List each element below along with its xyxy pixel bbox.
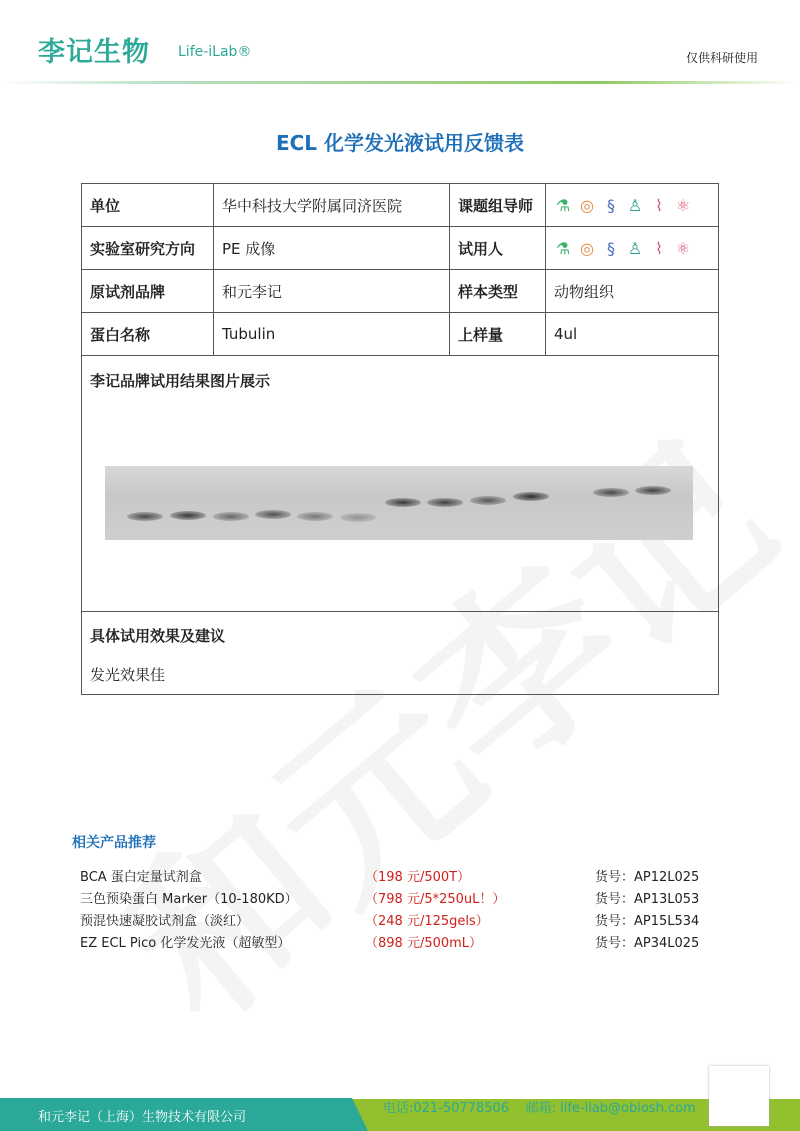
related-products-title: 相关产品推荐 [72, 835, 156, 851]
atom-icon: ⚛ [675, 238, 691, 258]
dropper-icon: ⌇ [655, 195, 663, 215]
product-code: 货号：AP13L053 [595, 892, 700, 907]
blot-band [170, 511, 206, 520]
blot-band [513, 492, 549, 501]
product-price: （248 元/125gels） [365, 914, 489, 929]
product-name: BCA 蛋白定量试剂盒 [80, 870, 202, 885]
feedback-form [81, 183, 719, 695]
blot-band [213, 512, 249, 521]
product-name: EZ ECL Pico 化学发光液（超敏型） [80, 936, 291, 951]
research-only-note: 仅供科研使用 [685, 51, 758, 65]
flask-icon: ⚗ [555, 195, 571, 215]
company-name: 和元李记（上海）生物技术有限公司 [38, 1110, 247, 1125]
cell-icon: ◎ [580, 195, 594, 215]
brand-value: 和元李记 [214, 270, 450, 313]
brand-label: 原试剂品牌 [82, 270, 214, 313]
supervisor-value [546, 184, 719, 227]
beaker-icon: ♙ [627, 238, 643, 258]
redacted-icons [554, 239, 710, 258]
blot-band [385, 498, 421, 507]
direction-label: 实验室研究方向 [82, 227, 214, 270]
dna-icon: § [607, 238, 615, 258]
unit-value: 华中科技大学附属同济医院 [214, 184, 450, 227]
atom-icon: ⚛ [675, 195, 691, 215]
logo-en: Life-iLab® [178, 44, 252, 60]
logo-text: 李记生物 [38, 37, 150, 68]
load-label: 上样量 [450, 313, 546, 356]
contact-info: 电话:021-50778506 邮箱: life-ilab@obiosh.com [383, 1101, 696, 1116]
blot-band [255, 510, 291, 519]
load-value: 4ul [546, 313, 719, 356]
redacted-icons [554, 196, 710, 215]
product-code: 货号：AP12L025 [595, 870, 700, 885]
cell-icon: ◎ [580, 238, 594, 258]
blot-band [297, 512, 333, 521]
feedback-label: 具体试用效果及建议 [90, 627, 226, 645]
qr-code [709, 1066, 769, 1126]
sample-value: 动物组织 [546, 270, 719, 313]
blot-band [427, 498, 463, 507]
feedback-value: 发光效果佳 [90, 666, 166, 684]
supervisor-label: 课题组导师 [450, 184, 546, 227]
product-code: 货号：AP15L534 [595, 914, 700, 929]
page-title: ECL 化学发光液试用反馈表 [275, 131, 525, 155]
product-code: 货号：AP34L025 [595, 936, 700, 951]
blot-band [593, 488, 629, 497]
product-price: （898 元/500mL） [365, 936, 483, 951]
product-price: （798 元/5*250uL！） [365, 892, 506, 907]
feedback-section [82, 612, 719, 695]
blot-band [470, 496, 506, 505]
product-name: 预混快速凝胶试剂盒（淡红） [80, 914, 250, 929]
sample-label: 样本类型 [450, 270, 546, 313]
product-name: 三色预染蛋白 Marker（10-180KD） [80, 892, 298, 907]
tester-label: 试用人 [450, 227, 546, 270]
tester-value [546, 227, 719, 270]
blot-band [635, 486, 671, 495]
dropper-icon: ⌇ [655, 238, 663, 258]
direction-value: PE 成像 [214, 227, 450, 270]
blot-band [340, 513, 376, 522]
image-section-label: 李记品牌试用结果图片展示 [82, 356, 719, 612]
blot-band [127, 512, 163, 521]
unit-label: 单位 [82, 184, 214, 227]
beaker-icon: ♙ [627, 195, 643, 215]
product-price: （198 元/500T） [365, 870, 471, 885]
protein-label: 蛋白名称 [82, 313, 214, 356]
flask-icon: ⚗ [555, 238, 571, 258]
header-divider [0, 81, 800, 84]
western-blot-image [105, 466, 693, 540]
protein-value: Tubulin [214, 313, 450, 356]
dna-icon: § [607, 195, 615, 215]
